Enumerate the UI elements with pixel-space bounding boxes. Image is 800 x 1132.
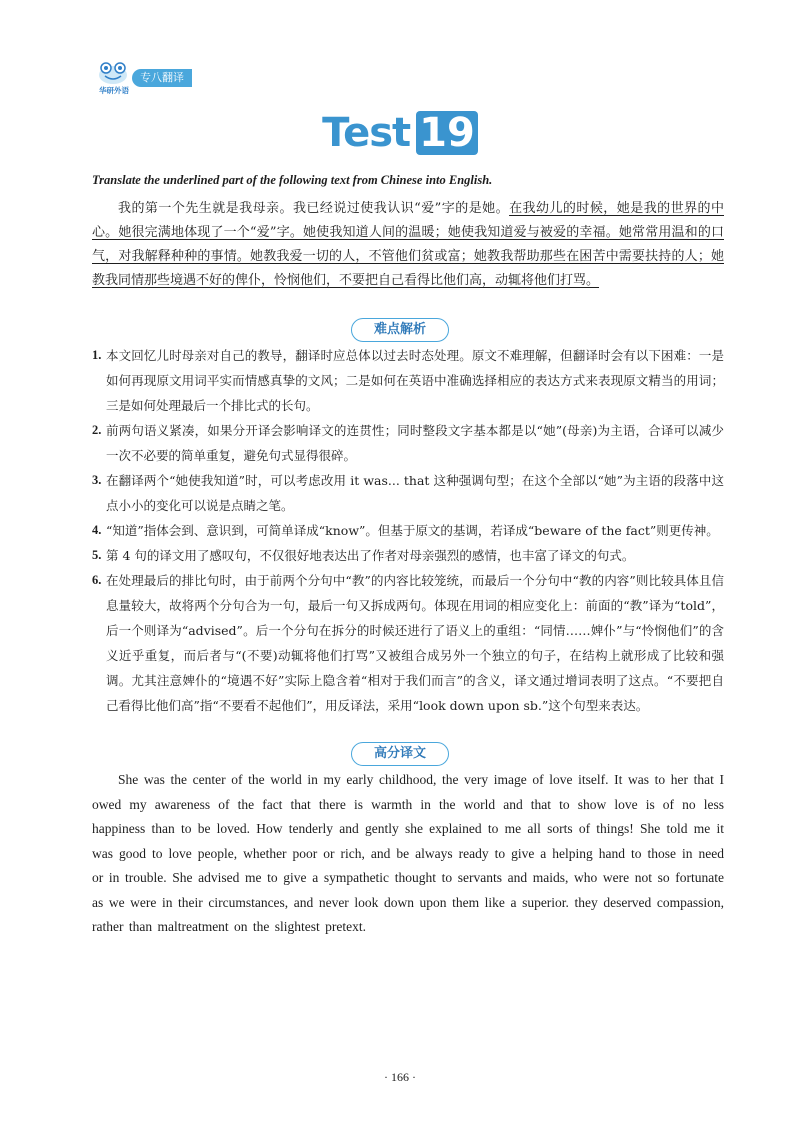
analysis-list [92,343,724,718]
translation-heading-label: 高分译文 [351,742,449,766]
page-number: · 166 · [384,1070,416,1084]
title-word: Test [322,110,411,156]
point-number: 5. [92,548,102,562]
analysis-heading-label: 难点解析 [351,318,449,342]
logo-text: 华研外语 [99,86,129,95]
point-number: 1. [92,348,102,362]
translation-text: She was the center of the world in my early childhood, the very image of love itself. It was to her that I owed my awareness of the fact that there is warmth in the world and that to show love is of no less happiness than to be loved. How tenderly and gently she explained to me all sorts of things! She told me it was good to love people, whether poor or rich, and be always ready to give a helping hand to those in need or in trouble. She advised me to give a sympathetic thought to servants and maids, who were not so fortunate as we were in their circumstances, and never look down upon them like a superior. they deserved compassion, rather than maltreatment on the slightest pretext. [92,772,724,934]
point-number: 4. [92,523,102,537]
analysis-point [92,568,724,718]
analysis-point [92,468,724,518]
page-title [0,110,800,170]
point-text: “知道”指体会到、意识到，可简单译成“know”。但基于原文的基调，若译成“beware of the fact”则更传神。 [106,523,719,538]
point-number: 2. [92,423,102,437]
analysis-point [92,518,724,543]
page-header [92,56,222,102]
series-badge: 专八翻译 [132,69,192,87]
source-underlined: 在我幼儿的时候，她是我的世界的中心。她很完满地体现了一个“爱”字。她使我知道人间的温暖；她使我知道爱与被爱的幸福。她常常用温和的口气，对我解释种种的事情。她教我爱一切的人，不管他们贫或富；她教我帮助那些在困苦中需要扶持的人；她教我同情那些境遇不好的俾仆，怜悯他们，不要把自己看得比他们高，动辄将他们打骂。 [92,201,724,288]
analysis-heading [0,318,800,344]
analysis-point [92,343,724,418]
point-number: 6. [92,573,102,587]
source-paragraph [92,197,724,293]
analysis-point [92,543,724,568]
point-text: 在处理最后的排比句时，由于前两个分句中“教”的内容比较笼统，而最后一个分句中“教的内容”则比较具体且信息量较大，故将两个分句合为一句，最后一句又拆成两句。体现在用词的相应变化上：前面的“教”译为“told”，后一个则译为“advised”。后一个分句在拆分的时候还进行了语义上的重组：“同情……婢仆”与“怜悯他们”的含义近乎重复，而后者与“(不要)动辄将他们打骂”又被组合成另外一个独立的句子，在结构上就形成了比较和强调。尤其注意婢仆的“境遇不好”实际上隐含着“相对于我们而言”的含义，译文通过增词表明了这点。“不要把自己看得比他们高”指“不要看不起他们”，用反译法，采用“look down upon sb.”这个句型来表达。 [106,573,724,713]
title-number: 19 [416,111,478,155]
point-text: 前两句语义紧凑，如果分开译会影响译文的连贯性；同时整段文字基本都是以“她”(母亲)为主语，合译可以减少一次不必要的简单重复，避免句式显得很碎。 [106,423,724,463]
point-number: 3. [92,473,102,487]
source-intro: 我的第一个先生就是我母亲。我已经说过使我认识“爱”字的是她。 [118,201,510,216]
point-text: 在翻译两个“她使我知道”时，可以考虑改用 it was... that 这种强调句型；在这个全部以“她”为主语的段落中这点小小的变化可以说是点睛之笔。 [106,473,724,513]
point-text: 本文回忆儿时母亲对自己的教导，翻译时应总体以过去时态处理。原文不难理解，但翻译时会有以下困难：一是如何再现原文用词平实而情感真挚的文风；二是如何在英语中准确选择相应的表达方式来表现原文精当的用词；三是如何处理最后一个排比式的长句。 [106,348,724,413]
analysis-point [92,418,724,468]
point-text: 第 4 句的译文用了感叹句，不仅很好地表达出了作者对母亲强烈的感情，也丰富了译文的句式。 [106,548,635,563]
translation-paragraph [92,768,724,940]
instruction-text: Translate the underlined part of the following text from Chinese into English. [92,173,493,187]
translation-heading [0,742,800,768]
